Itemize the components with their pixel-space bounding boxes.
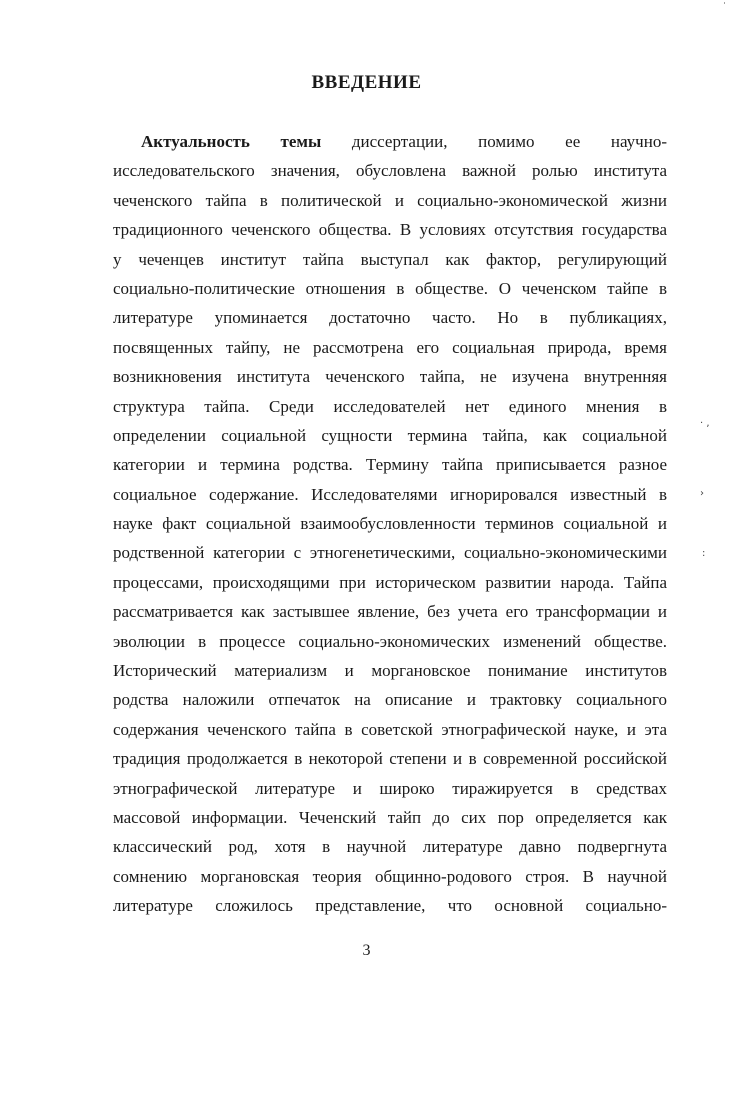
page-number: 3 [362,942,371,959]
text-line: сомнению моргановская теория общинно-родового строя. В научной [113,866,667,886]
text-line: чеченского тайпа в политической и социально-экономической жизни [113,190,667,210]
text-line: массовой информации. Чеченский тайп до сих пор определяется как [113,807,667,827]
text-line: категории и термина родства. Термину тайпа приписывается разное [113,455,667,475]
scan-mark-top-right: ˙ [722,2,727,13]
text-line: литературе упоминается достаточно часто. Но в публикациях, [113,308,667,328]
scan-mark-right-3: : [702,548,706,559]
text-line: Исторический материализм и моргановское понимание институтов [113,661,667,681]
body-text [113,127,667,921]
text-line: исследовательского значения, обусловлена важной ролью института [113,161,667,181]
text-line: традиционного чеченского общества. В условиях отсутствия государства [113,220,667,240]
text-line: этнографической литературе и широко тиражируется в средствах [113,778,667,798]
scan-mark-right-1: · , [700,418,710,429]
text-line: науке факт социальной взаимообусловленности терминов социальной и [113,514,667,534]
lead-bold-text: Актуальность темы [141,132,322,151]
text-line: классический род, хотя в научной литературе давно подвергнута [113,837,667,857]
text-line: посвященных тайпу, не рассмотрена его социальная природа, время [113,337,667,357]
text-line: родства наложили отпечаток на описание и трактовку социального [113,690,667,710]
page-title: ВВЕДЕНИЕ [311,72,422,93]
text-line: социальное содержание. Исследователями игнорировался известный в [113,484,667,504]
text-line: родственной категории с этногенетическими, социально-экономическими [113,543,667,563]
text-line-first-rest: диссертации, помимо ее научно- [351,132,667,151]
text-line: определении социальной сущности термина тайпа, как социальной [113,425,667,445]
text-line-first [113,127,667,156]
text-line: традиция продолжается в некоторой степени и в современной российской [113,749,667,769]
text-line: эволюции в процессе социально-экономических изменений обществе. [113,631,667,651]
text-line: возникновения института чеченского тайпа, не изучена внутренняя [113,367,667,387]
text-line: содержания чеченского тайпа в советской этнографической науке, и эта [113,719,667,739]
text-line: рассматривается как застывшее явление, без учета его трансформации и [113,602,667,622]
scan-mark-right-2: › [700,488,704,499]
text-line: у чеченцев институт тайпа выступал как фактор, регулирующий [113,249,667,269]
text-line: социально-политические отношения в обществе. О чеченском тайпе в [113,278,667,298]
text-line: структура тайпа. Среди исследователей нет единого мнения в [113,396,667,416]
text-line: литературе сложилось представление, что основной социально- [113,896,667,916]
text-line: процессами, происходящими при историческом развитии народа. Тайпа [113,572,667,592]
